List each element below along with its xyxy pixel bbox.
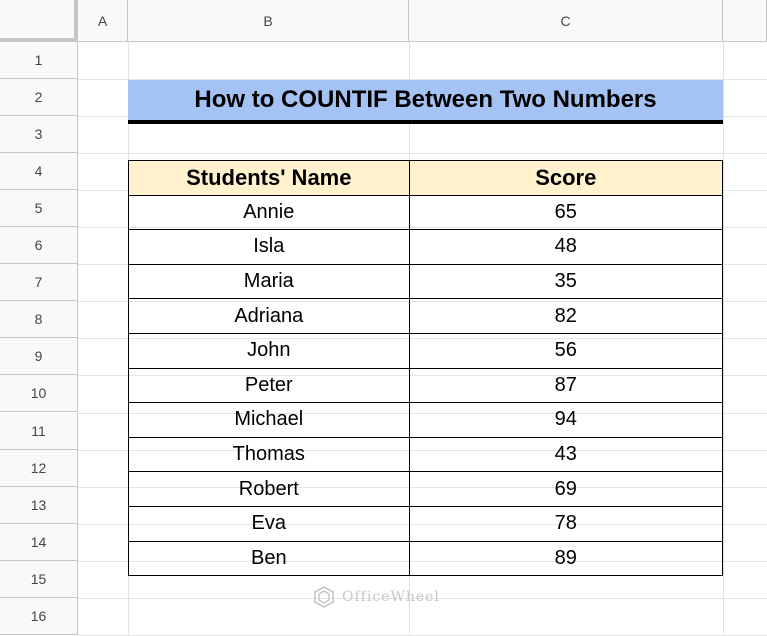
row-header-16[interactable]: 16	[0, 598, 78, 635]
name-cell[interactable]: Thomas	[129, 437, 410, 472]
name-cell[interactable]: Ben	[129, 541, 410, 576]
name-cell[interactable]: Adriana	[129, 299, 410, 334]
score-cell[interactable]: 48	[409, 230, 722, 265]
score-cell[interactable]: 94	[409, 403, 722, 438]
name-cell[interactable]: Maria	[129, 264, 410, 299]
score-cell[interactable]: 82	[409, 299, 722, 334]
name-cell[interactable]: Isla	[129, 230, 410, 265]
name-cell[interactable]: Annie	[129, 195, 410, 230]
table-row	[129, 368, 723, 403]
row-header-15[interactable]: 15	[0, 561, 78, 598]
students-score-table	[128, 160, 723, 576]
table-row	[129, 437, 723, 472]
title-cell[interactable]: How to COUNTIF Between Two Numbers	[128, 80, 723, 124]
header-students-name[interactable]: Students' Name	[129, 161, 410, 196]
score-cell[interactable]: 78	[409, 506, 722, 541]
score-cell[interactable]: 87	[409, 368, 722, 403]
row-header-2[interactable]: 2	[0, 79, 78, 116]
gridline	[78, 153, 767, 154]
row-header-3[interactable]: 3	[0, 116, 78, 153]
table-row	[129, 472, 723, 507]
column-header-a[interactable]: A	[78, 0, 128, 42]
row-header-6[interactable]: 6	[0, 227, 78, 264]
score-cell[interactable]: 65	[409, 195, 722, 230]
row-header-13[interactable]: 13	[0, 487, 78, 524]
table-row	[129, 403, 723, 438]
table-row	[129, 506, 723, 541]
score-cell[interactable]: 89	[409, 541, 722, 576]
name-cell[interactable]: Robert	[129, 472, 410, 507]
column-header-d[interactable]	[723, 0, 767, 42]
row-header-1[interactable]: 1	[0, 42, 78, 79]
row-header-4[interactable]: 4	[0, 153, 78, 190]
name-cell[interactable]: Michael	[129, 403, 410, 438]
row-header-10[interactable]: 10	[0, 375, 78, 412]
name-cell[interactable]: Peter	[129, 368, 410, 403]
table-row	[129, 299, 723, 334]
row-header-12[interactable]: 12	[0, 450, 78, 487]
score-cell[interactable]: 35	[409, 264, 722, 299]
row-header-7[interactable]: 7	[0, 264, 78, 301]
officewheel-logo-icon	[312, 585, 336, 609]
select-all-corner[interactable]	[0, 0, 78, 42]
table-header-row	[129, 161, 723, 196]
row-header-14[interactable]: 14	[0, 524, 78, 561]
row-header-8[interactable]: 8	[0, 301, 78, 338]
score-cell[interactable]: 43	[409, 437, 722, 472]
row-header-5[interactable]: 5	[0, 190, 78, 227]
watermark-text: OfficeWheel	[342, 589, 440, 605]
table-row	[129, 333, 723, 368]
name-cell[interactable]: Eva	[129, 506, 410, 541]
header-score[interactable]: Score	[409, 161, 722, 196]
column-header-c[interactable]: C	[409, 0, 723, 42]
row-header-9[interactable]: 9	[0, 338, 78, 375]
column-header-b[interactable]: B	[128, 0, 409, 42]
row-header-11[interactable]: 11	[0, 413, 78, 450]
officewheel-watermark	[312, 585, 440, 609]
score-cell[interactable]: 69	[409, 472, 722, 507]
table-row	[129, 541, 723, 576]
table-row	[129, 264, 723, 299]
score-cell[interactable]: 56	[409, 333, 722, 368]
name-cell[interactable]: John	[129, 333, 410, 368]
table-row	[129, 230, 723, 265]
table-row	[129, 195, 723, 230]
